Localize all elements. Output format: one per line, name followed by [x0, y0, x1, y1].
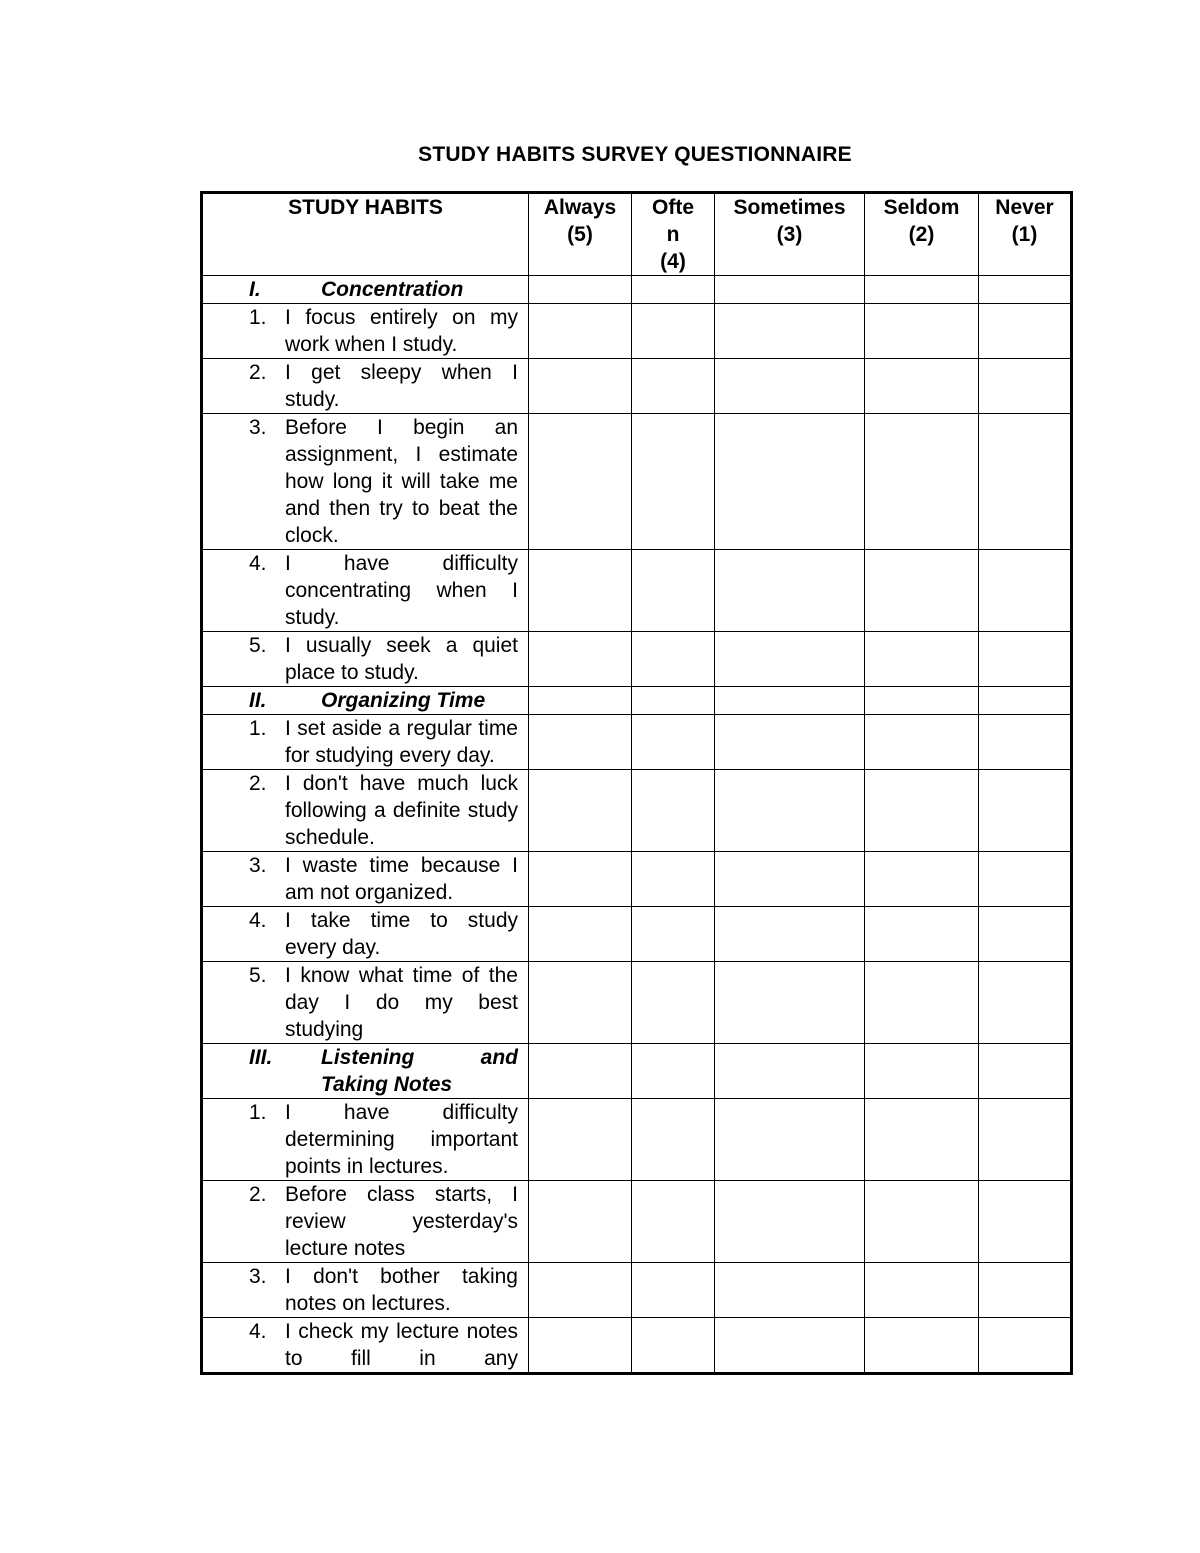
rating-cell-seldom[interactable] [865, 715, 979, 770]
rating-cell-always[interactable] [529, 414, 632, 550]
rating-cell-always[interactable] [529, 1318, 632, 1374]
question-cell [202, 550, 529, 632]
section-row [202, 1044, 1072, 1099]
rating-cell-seldom[interactable] [865, 962, 979, 1044]
rating-cell-seldom[interactable] [865, 276, 979, 304]
rating-cell-always[interactable] [529, 770, 632, 852]
question-cell [202, 962, 529, 1044]
rating-cell-always[interactable] [529, 962, 632, 1044]
question-number: 3. [249, 416, 267, 439]
rating-cell-often[interactable] [632, 359, 715, 414]
rating-cell-often[interactable] [632, 550, 715, 632]
rating-cell-always[interactable] [529, 1044, 632, 1099]
rating-cell-often[interactable] [632, 1044, 715, 1099]
question-cell [202, 852, 529, 907]
question-text: I know what time of the day I do my best studying [285, 964, 518, 1041]
rating-cell-never[interactable] [979, 1263, 1072, 1318]
question-row [202, 852, 1072, 907]
question-cell [202, 1263, 529, 1318]
rating-cell-always[interactable] [529, 1181, 632, 1263]
rating-cell-sometimes[interactable] [715, 962, 865, 1044]
rating-cell-seldom[interactable] [865, 550, 979, 632]
rating-cell-sometimes[interactable] [715, 550, 865, 632]
header-often: Ofte n (4) [632, 193, 715, 276]
question-text: Before I begin an assignment, I estimate how long it will take me and then try to beat the clock. [285, 416, 518, 547]
document-title: STUDY HABITS SURVEY QUESTIONNAIRE [418, 143, 852, 166]
question-number: 4. [249, 552, 267, 575]
rating-cell-never[interactable] [979, 304, 1072, 359]
rating-cell-never[interactable] [979, 276, 1072, 304]
section-heading [202, 276, 529, 304]
header-always: Always (5) [529, 193, 632, 276]
section-title: Organizing Time [321, 689, 486, 712]
rating-cell-sometimes[interactable] [715, 852, 865, 907]
question-row [202, 304, 1072, 359]
rating-cell-never[interactable] [979, 550, 1072, 632]
rating-cell-never[interactable] [979, 907, 1072, 962]
rating-cell-seldom[interactable] [865, 304, 979, 359]
question-cell [202, 414, 529, 550]
question-number: 1. [249, 717, 267, 740]
rating-cell-often[interactable] [632, 852, 715, 907]
rating-cell-never[interactable] [979, 1318, 1072, 1374]
question-text: I focus entirely on my work when I study. [285, 306, 518, 356]
section-row [202, 687, 1072, 715]
section-title: Listening and Taking Notes [321, 1046, 518, 1096]
rating-cell-often[interactable] [632, 1263, 715, 1318]
rating-cell-never[interactable] [979, 414, 1072, 550]
rating-cell-never[interactable] [979, 632, 1072, 687]
question-number: 5. [249, 964, 267, 987]
rating-cell-seldom[interactable] [865, 852, 979, 907]
rating-cell-never[interactable] [979, 962, 1072, 1044]
rating-cell-never[interactable] [979, 687, 1072, 715]
rating-cell-seldom[interactable] [865, 1318, 979, 1374]
rating-cell-always[interactable] [529, 276, 632, 304]
question-cell [202, 1099, 529, 1181]
rating-cell-seldom[interactable] [865, 907, 979, 962]
question-number: 5. [249, 634, 267, 657]
question-cell [202, 770, 529, 852]
question-row [202, 1318, 1072, 1374]
question-cell [202, 1318, 529, 1374]
header-seldom: Seldom (2) [865, 193, 979, 276]
rating-cell-seldom[interactable] [865, 1181, 979, 1263]
rating-cell-seldom[interactable] [865, 1044, 979, 1099]
question-row [202, 770, 1072, 852]
rating-cell-never[interactable] [979, 1099, 1072, 1181]
question-row [202, 414, 1072, 550]
header-row [202, 193, 1072, 276]
section-numeral: I. [249, 278, 261, 301]
question-row [202, 962, 1072, 1044]
rating-cell-never[interactable] [979, 770, 1072, 852]
rating-cell-always[interactable] [529, 632, 632, 687]
question-number: 2. [249, 772, 267, 795]
section-numeral: II. [249, 689, 267, 712]
question-cell [202, 1181, 529, 1263]
rating-cell-always[interactable] [529, 304, 632, 359]
rating-cell-never[interactable] [979, 715, 1072, 770]
rating-cell-always[interactable] [529, 852, 632, 907]
header-never: Never (1) [979, 193, 1072, 276]
rating-cell-always[interactable] [529, 687, 632, 715]
question-row [202, 550, 1072, 632]
section-numeral: III. [249, 1046, 273, 1069]
rating-cell-sometimes[interactable] [715, 414, 865, 550]
question-text: I take time to study every day. [285, 909, 518, 959]
rating-cell-seldom[interactable] [865, 632, 979, 687]
rating-cell-often[interactable] [632, 770, 715, 852]
section-heading [202, 1044, 529, 1099]
rating-cell-sometimes[interactable] [715, 304, 865, 359]
rating-cell-always[interactable] [529, 715, 632, 770]
rating-cell-sometimes[interactable] [715, 1181, 865, 1263]
rating-cell-often[interactable] [632, 1099, 715, 1181]
rating-cell-often[interactable] [632, 687, 715, 715]
question-row [202, 1099, 1072, 1181]
rating-cell-sometimes[interactable] [715, 907, 865, 962]
rating-cell-sometimes[interactable] [715, 1263, 865, 1318]
question-cell [202, 632, 529, 687]
question-number: 1. [249, 1101, 267, 1124]
rating-cell-seldom[interactable] [865, 687, 979, 715]
question-row [202, 1181, 1072, 1263]
rating-cell-sometimes[interactable] [715, 687, 865, 715]
rating-cell-sometimes[interactable] [715, 770, 865, 852]
rating-cell-never[interactable] [979, 852, 1072, 907]
rating-cell-always[interactable] [529, 1099, 632, 1181]
rating-cell-often[interactable] [632, 632, 715, 687]
question-text: I have difficulty concentrating when I study. [285, 552, 518, 629]
rating-cell-sometimes[interactable] [715, 715, 865, 770]
question-text: I get sleepy when I study. [285, 361, 518, 411]
rating-cell-often[interactable] [632, 1318, 715, 1374]
rating-cell-never[interactable] [979, 1181, 1072, 1263]
rating-cell-sometimes[interactable] [715, 1044, 865, 1099]
rating-cell-seldom[interactable] [865, 359, 979, 414]
section-title: Concentration [321, 278, 464, 301]
question-text: I usually seek a quiet place to study. [285, 634, 518, 684]
rating-cell-never[interactable] [979, 359, 1072, 414]
question-cell [202, 715, 529, 770]
rating-cell-often[interactable] [632, 962, 715, 1044]
question-row [202, 907, 1072, 962]
rating-cell-often[interactable] [632, 276, 715, 304]
question-number: 3. [249, 1265, 267, 1288]
rating-cell-sometimes[interactable] [715, 276, 865, 304]
question-row [202, 1263, 1072, 1318]
rating-cell-often[interactable] [632, 715, 715, 770]
question-text: I check my lecture notes to fill in any [285, 1320, 518, 1370]
question-number: 3. [249, 854, 267, 877]
question-text: I don't bother taking notes on lectures. [285, 1265, 518, 1315]
rating-cell-seldom[interactable] [865, 414, 979, 550]
rating-cell-sometimes[interactable] [715, 632, 865, 687]
section-heading [202, 687, 529, 715]
survey-table [200, 191, 1073, 1375]
rating-cell-seldom[interactable] [865, 1099, 979, 1181]
question-row [202, 359, 1072, 414]
question-row [202, 715, 1072, 770]
question-text: I set aside a regular time for studying every day. [285, 717, 518, 767]
header-study-habits: STUDY HABITS [202, 193, 529, 276]
question-text: I waste time because I am not organized. [285, 854, 518, 904]
rating-cell-always[interactable] [529, 550, 632, 632]
question-cell [202, 359, 529, 414]
section-row [202, 276, 1072, 304]
question-text: I have difficulty determining important points in lectures. [285, 1101, 518, 1178]
rating-cell-seldom[interactable] [865, 770, 979, 852]
rating-cell-often[interactable] [632, 304, 715, 359]
rating-cell-always[interactable] [529, 1263, 632, 1318]
rating-cell-sometimes[interactable] [715, 1099, 865, 1181]
question-number: 4. [249, 1320, 267, 1343]
rating-cell-always[interactable] [529, 359, 632, 414]
rating-cell-sometimes[interactable] [715, 359, 865, 414]
question-number: 4. [249, 909, 267, 932]
question-number: 2. [249, 361, 267, 384]
rating-cell-sometimes[interactable] [715, 1318, 865, 1374]
question-text: I don't have much luck following a definite study schedule. [285, 772, 518, 849]
rating-cell-seldom[interactable] [865, 1263, 979, 1318]
header-sometimes: Sometimes (3) [715, 193, 865, 276]
rating-cell-always[interactable] [529, 907, 632, 962]
question-cell [202, 907, 529, 962]
rating-cell-often[interactable] [632, 1181, 715, 1263]
question-number: 2. [249, 1183, 267, 1206]
question-text: Before class starts, I review yesterday's lecture notes [285, 1183, 518, 1260]
question-row [202, 632, 1072, 687]
rating-cell-often[interactable] [632, 414, 715, 550]
question-number: 1. [249, 306, 267, 329]
question-cell [202, 304, 529, 359]
rating-cell-often[interactable] [632, 907, 715, 962]
rating-cell-never[interactable] [979, 1044, 1072, 1099]
